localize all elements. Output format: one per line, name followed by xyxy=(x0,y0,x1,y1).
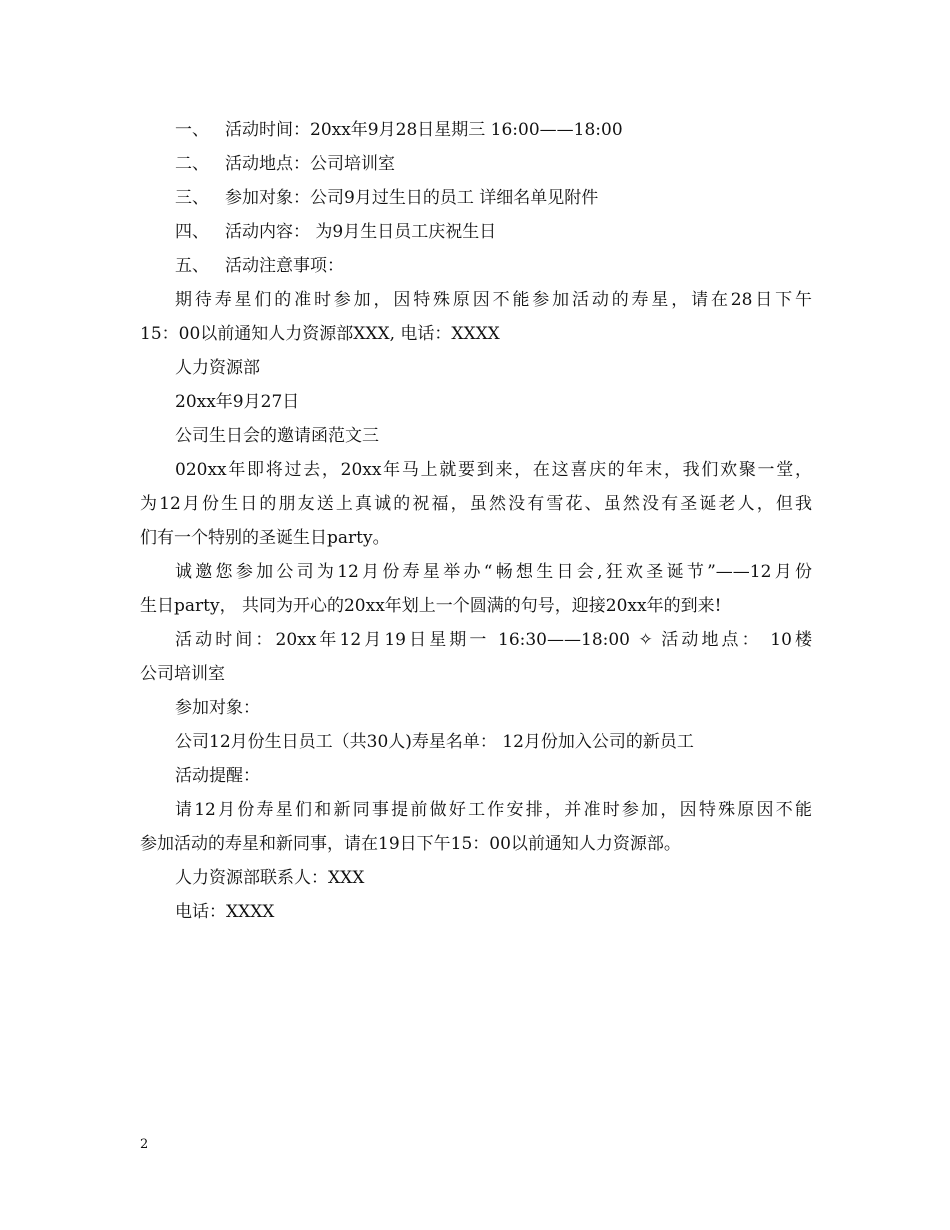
list-item-number: 四、 xyxy=(175,222,209,242)
list-item-text: 参加对象：公司9月过生日的员工 详细名单见附件 xyxy=(225,188,599,208)
list-item xyxy=(140,113,812,147)
contact-phone: 电话：XXXX xyxy=(175,902,275,922)
reminder-line: 参加活动的寿星和新同事，请在19日下午15：00以前通知人力资源部。 xyxy=(140,834,681,854)
list-item xyxy=(140,249,812,283)
list-item-number: 二、 xyxy=(175,154,209,174)
contact-person: 人力资源部联系人：XXX xyxy=(175,868,365,888)
attendees-text: 公司12月份生日员工（共30人)寿星名单： 12月份加入公司的新员工 xyxy=(175,732,694,752)
list-item xyxy=(140,147,812,181)
list-item xyxy=(140,181,812,215)
reminder-label: 活动提醒： xyxy=(175,766,260,786)
paragraph-line: 为12月份生日的朋友送上真诚的祝福，虽然没有雪花、虽然没有圣诞老人，但我 xyxy=(140,494,812,514)
list-item-number: 五、 xyxy=(175,256,209,276)
document-body xyxy=(140,113,812,929)
event-time-line: 活动时间：20xx年12月19日星期一 16:30——18:00 ✧ 活动地点： 10楼 xyxy=(175,630,812,650)
notice-line: 15：00以前通知人力资源部XXX, 电话：XXXX xyxy=(140,324,500,344)
paragraph-line: 们有一个特别的圣诞生日party。 xyxy=(140,528,390,548)
list-item-text: 活动地点：公司培训室 xyxy=(225,154,395,174)
reminder-line: 请12月份寿星们和新同事提前做好工作安排，并准时参加，因特殊原因不能 xyxy=(175,800,812,820)
event-location-line: 公司培训室 xyxy=(140,664,225,684)
notice-line: 期待寿星们的准时参加，因特殊原因不能参加活动的寿星，请在28日下午 xyxy=(175,290,812,310)
signature-dept: 人力资源部 xyxy=(175,358,260,378)
page-number: 2 xyxy=(140,1137,149,1152)
paragraph-line: 020xx年即将过去，20xx年马上就要到来，在这喜庆的年末，我们欢聚一堂， xyxy=(175,460,812,480)
attendees-label: 参加对象： xyxy=(175,698,260,718)
list-item xyxy=(140,215,812,249)
list-item-text: 活动注意事项： xyxy=(225,256,344,276)
signature-date: 20xx年9月27日 xyxy=(175,392,300,412)
paragraph-line: 生日party， 共同为开心的20xx年划上一个圆满的句号，迎接20xx年的到来! xyxy=(140,596,722,616)
list-item-number: 三、 xyxy=(175,188,209,208)
list-item-number: 一、 xyxy=(175,120,209,140)
list-item-text: 活动时间：20xx年9月28日星期三 16:00——18:00 xyxy=(225,120,623,140)
section-title: 公司生日会的邀请函范文三 xyxy=(175,426,379,446)
paragraph-line: 诚邀您参加公司为12月份寿星举办“畅想生日会,狂欢圣诞节”——12月份 xyxy=(175,562,812,582)
list-item-text: 活动内容： 为9月生日员工庆祝生日 xyxy=(225,222,497,242)
